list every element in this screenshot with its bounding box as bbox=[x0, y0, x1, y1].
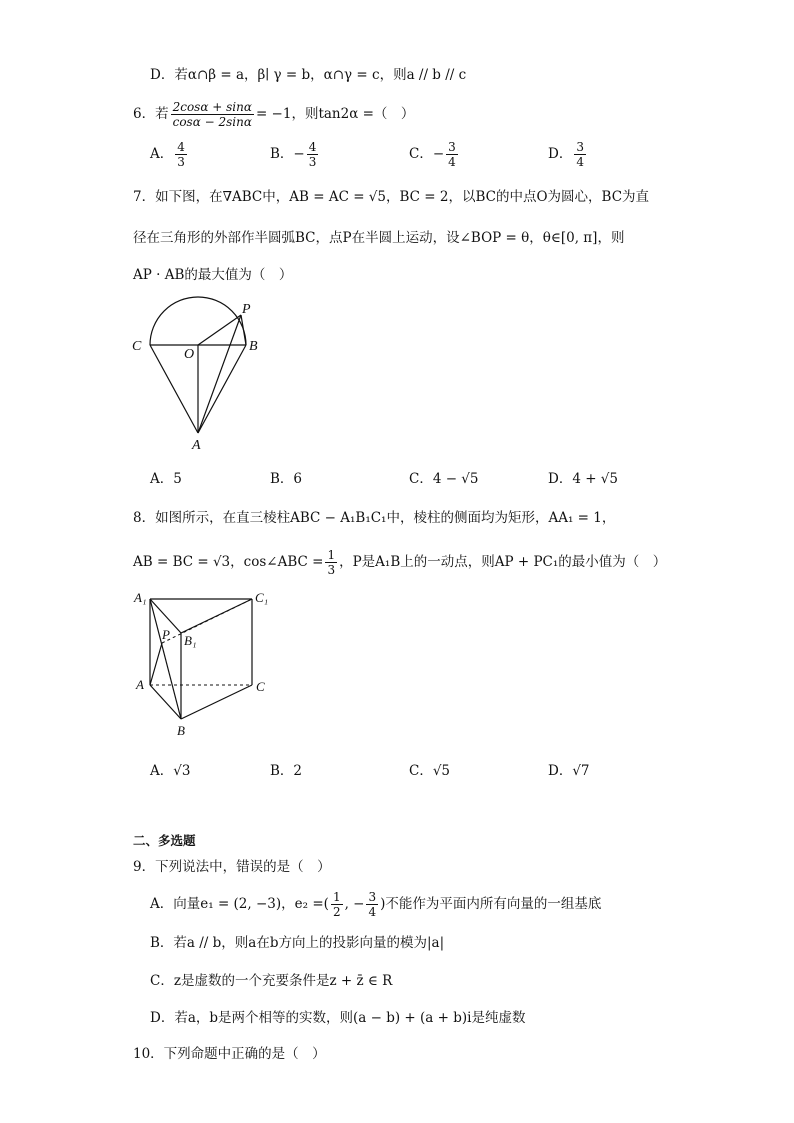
q6-opt-c-label: C． bbox=[409, 146, 433, 162]
q6-option-b bbox=[270, 140, 320, 169]
q7-line-3: AP · AB的最大值为（ ） bbox=[133, 267, 293, 283]
q7-option-b: B．6 bbox=[270, 471, 303, 487]
q7-line-op bbox=[198, 315, 241, 345]
q8-label-b: B bbox=[177, 723, 185, 738]
q10-stem: 10．下列命题中正确的是（ ） bbox=[133, 1046, 326, 1062]
section-title-multi-choice: 二、多选题 bbox=[133, 833, 196, 848]
q7-line-1: 7．如下图，在∇ABC中，AB = AC = √5，BC = 2，以BC的中点O为圆心，BC为直 bbox=[133, 189, 650, 205]
q8-label-c: C bbox=[256, 679, 265, 694]
q7-figure bbox=[128, 295, 268, 455]
q7-line-pa bbox=[198, 315, 241, 433]
q6-option-c bbox=[409, 140, 460, 169]
q6-opt-c-num: 3 bbox=[448, 140, 456, 154]
q6-opt-d-den: 4 bbox=[576, 155, 584, 169]
q9-opt-a-frac-2 bbox=[366, 890, 378, 919]
q9-option-a bbox=[150, 890, 601, 919]
q6-frac-num: 2cosα + sinα bbox=[172, 100, 252, 114]
q8-label-c1: C₁ bbox=[255, 590, 269, 605]
q9-option-b: B．若a // b，则a在b方向上的投影向量的模为|a| bbox=[150, 935, 445, 951]
q8-line-2 bbox=[133, 548, 666, 577]
q9-opt-a-den2: 4 bbox=[368, 905, 377, 919]
q7-label-a: A bbox=[192, 438, 201, 453]
q6-opt-a-den: 3 bbox=[177, 155, 185, 169]
q8-option-c: C．√5 bbox=[409, 763, 451, 779]
q7-label-c: C bbox=[132, 339, 142, 354]
q8-label-p: P bbox=[162, 627, 170, 642]
q7-line-ba bbox=[198, 345, 246, 433]
q9-stem: 9．下列说法中，错误的是（ ） bbox=[133, 859, 331, 875]
q6-opt-b-den: 3 bbox=[308, 155, 317, 169]
q7-line-2: 径在三角形的外部作半圆弧BC，点P在半圆上运动，设∠BOP = θ，θ∈[0, π]，则 bbox=[133, 230, 625, 246]
q8-option-a: A．√3 bbox=[150, 763, 191, 779]
q7-label-o: O bbox=[184, 347, 195, 362]
q6-opt-a-label: A． bbox=[150, 146, 174, 162]
q6-opt-c-frac bbox=[446, 140, 458, 169]
q6-frac-den: cosα − 2sinα bbox=[172, 115, 252, 129]
q9-opt-a-num2: 3 bbox=[368, 890, 377, 904]
q8-line-pc1 bbox=[162, 599, 252, 643]
q7-label-b: B bbox=[249, 339, 258, 354]
q6-opt-b-frac bbox=[307, 140, 319, 169]
q6-opt-b-num: 4 bbox=[308, 140, 317, 154]
q6-opt-a-num: 4 bbox=[177, 140, 185, 154]
q6-opt-b-label: B． bbox=[270, 146, 294, 162]
q6-option-d bbox=[548, 140, 588, 169]
q8-line-a1b bbox=[150, 599, 181, 719]
q7-option-a: A．5 bbox=[150, 471, 182, 487]
q6-stem bbox=[133, 100, 414, 129]
q8-line-2a: AB = BC = √3，cos∠ABC = bbox=[133, 554, 324, 570]
q7-option-d: D．4 + √5 bbox=[548, 471, 618, 487]
q6-opt-b-sign: − bbox=[293, 146, 305, 162]
q7-option-c: C．4 − √5 bbox=[409, 471, 479, 487]
q6-option-a bbox=[150, 140, 189, 169]
q9-option-c: C．z是虚数的一个充要条件是z + z̄ ∈ R bbox=[150, 973, 393, 989]
q6-opt-d-frac bbox=[574, 140, 586, 169]
q8-edge-bc bbox=[181, 685, 252, 719]
q9-option-d: D．若a，b是两个相等的实数，则(a − b) + (a + b)i是纯虚数 bbox=[150, 1010, 526, 1026]
q6-opt-a-frac bbox=[175, 140, 187, 169]
q8-line-ap bbox=[150, 643, 162, 685]
q9-opt-a-pre: A．向量e₁ = (2, −3)，e₂ = bbox=[150, 896, 324, 912]
q6-opt-d-label: D． bbox=[548, 146, 573, 162]
q8-option-d: D．√7 bbox=[548, 763, 590, 779]
q8-label-b1: B₁ bbox=[184, 633, 197, 648]
q5-option-d: D．若α∩β = a，β∣ γ = b，α∩γ = c，则a // b // c bbox=[150, 67, 467, 83]
q8-label-a1: A₁ bbox=[134, 590, 147, 605]
q8-label-a: A bbox=[136, 677, 144, 692]
q9-opt-a-num1: 1 bbox=[332, 890, 341, 904]
q6-opt-c-den: 4 bbox=[448, 155, 456, 169]
q8-option-b: B．2 bbox=[270, 763, 303, 779]
q8-frac-num: 1 bbox=[327, 548, 336, 562]
q8-line-2b: ，P是A₁B上的一动点，则AP + PC₁的最小值为（ ） bbox=[339, 554, 667, 570]
q7-label-p: P bbox=[242, 302, 251, 317]
q6-rest: = −1，则tan2α =（ ） bbox=[255, 106, 415, 122]
q8-figure bbox=[128, 585, 288, 743]
q8-frac-den: 3 bbox=[327, 563, 336, 577]
q8-line-1: 8．如图所示，在直三棱柱ABC − A₁B₁C₁中，棱柱的侧面均为矩形，AA₁ = 1， bbox=[133, 510, 616, 526]
q6-prefix: 6．若 bbox=[133, 106, 169, 122]
q9-opt-a-frac-1 bbox=[331, 890, 343, 919]
q7-line-pb bbox=[241, 315, 246, 345]
q6-fraction bbox=[171, 100, 254, 129]
q8-fraction bbox=[325, 548, 337, 577]
q9-opt-a-den1: 2 bbox=[332, 905, 341, 919]
q6-opt-d-num: 3 bbox=[576, 140, 584, 154]
q9-opt-a-comma: , − bbox=[344, 896, 365, 912]
q6-opt-c-sign: − bbox=[432, 146, 445, 162]
q9-opt-a-post: )不能作为平面内所有向量的一组基底 bbox=[380, 896, 602, 912]
q9-opt-a-paren: ( bbox=[323, 896, 329, 912]
